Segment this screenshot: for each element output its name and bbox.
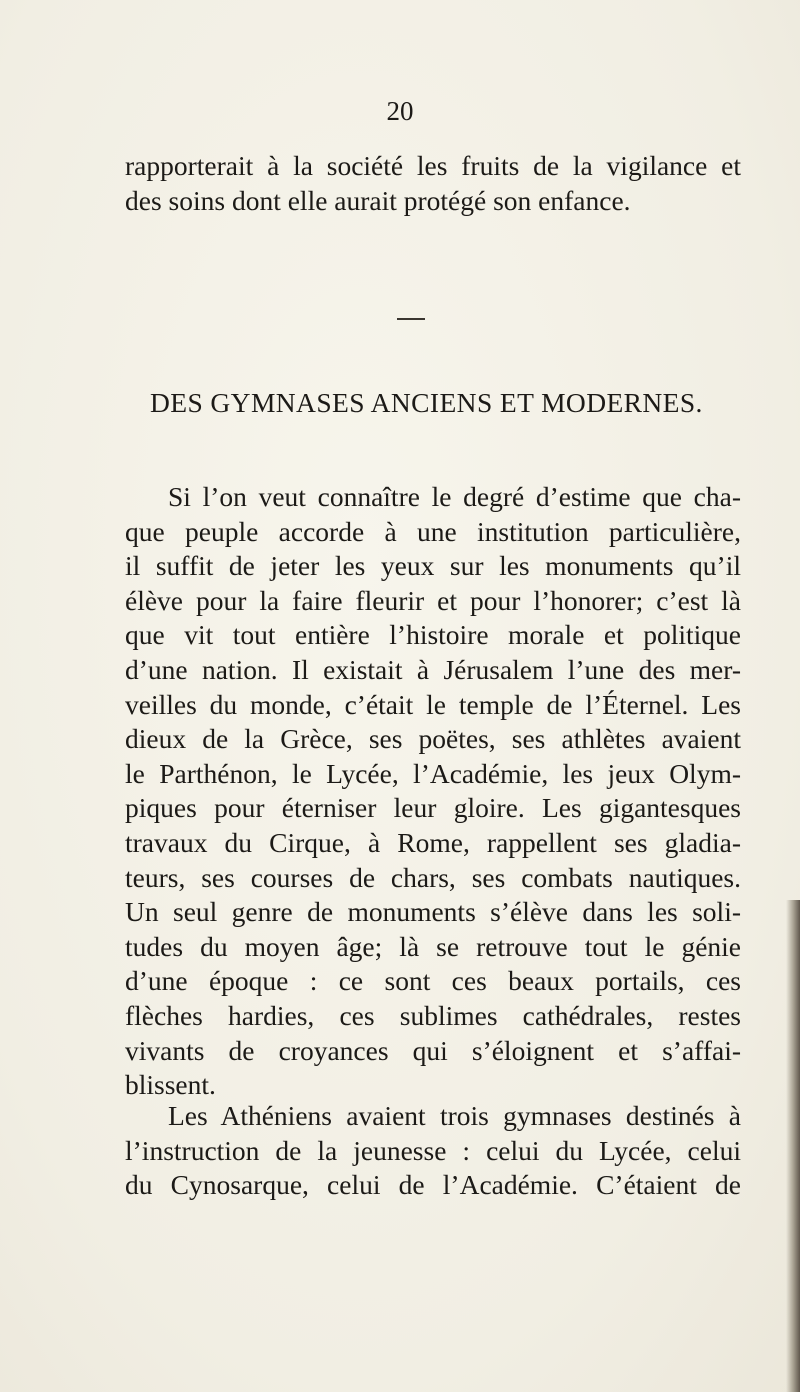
text-line: teurs, ses courses de chars, ses combats nautiques.: [125, 861, 741, 893]
body-paragraph-1: [125, 480, 741, 1103]
text-line: tudes du moyen âge; là se retrouve tout le génie: [125, 930, 741, 962]
text-line: vivants de croyances qui s’éloignent et s’affai-: [125, 1034, 741, 1066]
section-heading: DES GYMNASES ANCIENS ET MODERNES.: [150, 387, 703, 418]
text-line: piques pour éterniser leur gloire. Les gigantesques: [125, 792, 741, 824]
text-line: que peuple accorde à une institution particulière,: [125, 515, 741, 547]
text-line: rapporterait à la société les fruits de la vigilance et: [125, 150, 741, 181]
text-line: Si l’on veut connaître le degré d’estime que cha-: [168, 481, 741, 512]
text-line: Un seul genre de monuments s’élève dans les soli-: [125, 896, 741, 928]
text-line: l’instruction de la jeunesse : celui du Lycée, celui: [125, 1134, 741, 1166]
page-number: 20: [386, 96, 414, 126]
text-line: le Parthénon, le Lycée, l’Académie, les jeux Olym-: [125, 757, 741, 789]
text-line: blissent.: [125, 1069, 216, 1101]
text-line: Les Athéniens avaient trois gymnases destinés à: [168, 1100, 741, 1131]
text-line: d’une époque : ce sont ces beaux portails, ces: [125, 965, 741, 997]
text-line: veilles du monde, c’était le temple de l’Éternel. Les: [125, 688, 741, 720]
text-line: flèches hardies, ces sublimes cathédrales, restes: [125, 999, 741, 1031]
page-binding-edge: [786, 900, 800, 1392]
text-line: dieux de la Grèce, ses poëtes, ses athlètes avaient: [125, 723, 741, 755]
text-line: que vit tout entière l’histoire morale et politique: [125, 619, 741, 651]
intro-paragraph: [125, 149, 741, 218]
text-line: travaux du Cirque, à Rome, rappellent ses gladia-: [125, 826, 741, 858]
text-line: élève pour la faire fleurir et pour l’honorer; c’est là: [125, 584, 741, 616]
text-line: des soins dont elle aurait protégé son enfance.: [125, 184, 631, 216]
text-line: il suffit de jeter les yeux sur les monuments qu’il: [125, 550, 741, 582]
body-paragraph-2: [125, 1099, 741, 1203]
text-line: d’une nation. Il existait à Jérusalem l’une des mer-: [125, 653, 741, 685]
section-separator: [397, 318, 425, 320]
text-line: du Cynosarque, celui de l’Académie. C’étaient de: [125, 1169, 741, 1201]
